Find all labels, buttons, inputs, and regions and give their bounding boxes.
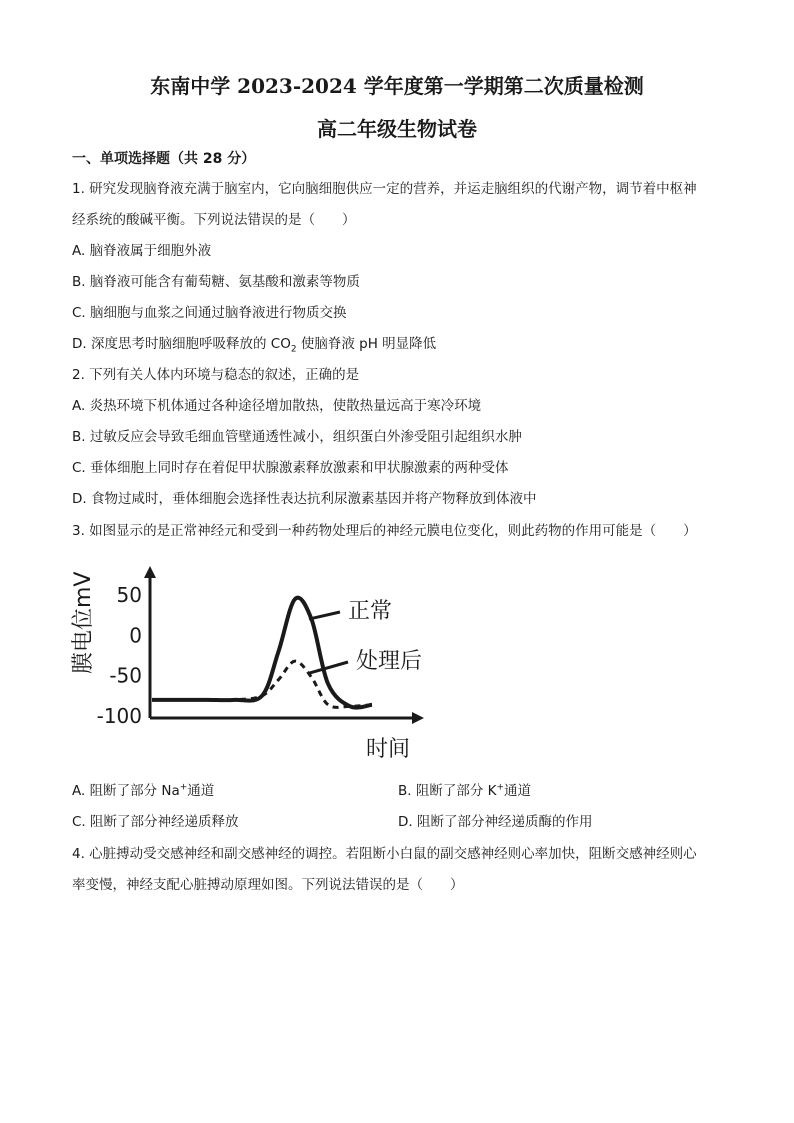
q1-stem-line2: 经系统的酸碱平衡。下列说法错误的是（ ） — [72, 212, 356, 228]
q1-option-d-sub: 2 — [290, 344, 297, 355]
q2-option-b: B. 过敏反应会导致毛细血管壁通透性减小，组织蛋白外渗受阻引起组织水肿 — [72, 429, 522, 445]
y-tick-label: 0 — [129, 623, 142, 648]
q3-option-b — [398, 779, 531, 799]
chart-ticks — [97, 583, 142, 728]
membrane-potential-chart — [66, 556, 436, 766]
q3-option-a-pre: A. 阻断了部分 Na — [72, 783, 180, 799]
q3-option-a-sup: + — [179, 782, 188, 793]
q3-option-a-post: 通道 — [187, 783, 215, 799]
y-axis-arrow — [144, 566, 156, 578]
q3-option-b-pre: B. 阻断了部分 K — [398, 783, 497, 799]
q1-option-a: A. 脑脊液属于细胞外液 — [72, 243, 212, 259]
x-axis-arrow — [412, 712, 424, 724]
exam-title: 东南中学 2023-2024 学年度第一学期第二次质量检测 — [150, 74, 644, 98]
q3-option-b-sup: + — [496, 782, 505, 793]
q2-option-a: A. 炎热环境下机体通过各种途径增加散热，使散热量远高于寒冷环境 — [72, 398, 482, 414]
section-heading: 一、单项选择题（共 28 分） — [72, 151, 256, 167]
q3-option-a — [72, 779, 214, 799]
chart-series — [152, 598, 372, 708]
q1-option-d — [72, 332, 436, 355]
q4-stem-line1: 4. 心脏搏动受交感神经和副交感神经的调控。若阻断小白鼠的副交感神经则心率加快，阻断交感神经则心 — [72, 846, 697, 862]
y-axis-label: 膜电位mV — [71, 571, 96, 674]
series-leader-line — [309, 612, 340, 619]
series-line-normal — [152, 598, 372, 708]
y-tick-label: -100 — [96, 704, 142, 728]
q1-option-d-post: 使脑脊液 pH 明显降低 — [296, 336, 437, 352]
q3-option-b-post: 通道 — [504, 783, 532, 799]
series-label: 处理后 — [356, 649, 423, 674]
q2-option-c: C. 垂体细胞上同时存在着促甲状腺激素释放激素和甲状腺激素的两种受体 — [72, 460, 509, 476]
q1-option-b: B. 脑脊液可能含有葡萄糖、氨基酸和激素等物质 — [72, 274, 360, 290]
q4-stem-line2: 率变慢，神经支配心脏搏动原理如图。下列说法错误的是（ ） — [72, 877, 464, 893]
y-tick-label: 50 — [116, 583, 142, 607]
q1-option-d-pre: D. 深度思考时脑细胞呼吸释放的 CO — [72, 336, 291, 352]
q3-option-c: C. 阻断了部分神经递质释放 — [72, 814, 239, 830]
q2-option-d: D. 食物过咸时，垂体细胞会选择性表达抗利尿激素基因并将产物释放到体液中 — [72, 491, 537, 507]
q1-stem-line1: 1. 研究发现脑脊液充满于脑室内，它向脑细胞供应一定的营养，并运走脑组织的代谢产物，调节着中枢神 — [72, 181, 697, 197]
exam-subtitle: 高二年级生物试卷 — [317, 117, 477, 141]
q1-option-c: C. 脑细胞与血浆之间通过脑脊液进行物质交换 — [72, 305, 347, 321]
q3-stem: 3. 如图显示的是正常神经元和受到一种药物处理后的神经元膜电位变化，则此药物的作用可能是（ ） — [72, 523, 697, 539]
y-tick-label: -50 — [109, 663, 142, 688]
x-axis-label: 时间 — [366, 737, 411, 762]
q2-stem: 2. 下列有关人体内环境与稳态的叙述，正确的是 — [72, 367, 360, 383]
series-label: 正常 — [348, 599, 393, 624]
q3-option-d: D. 阻断了部分神经递质酶的作用 — [398, 814, 593, 830]
series-leader-line — [309, 662, 348, 673]
